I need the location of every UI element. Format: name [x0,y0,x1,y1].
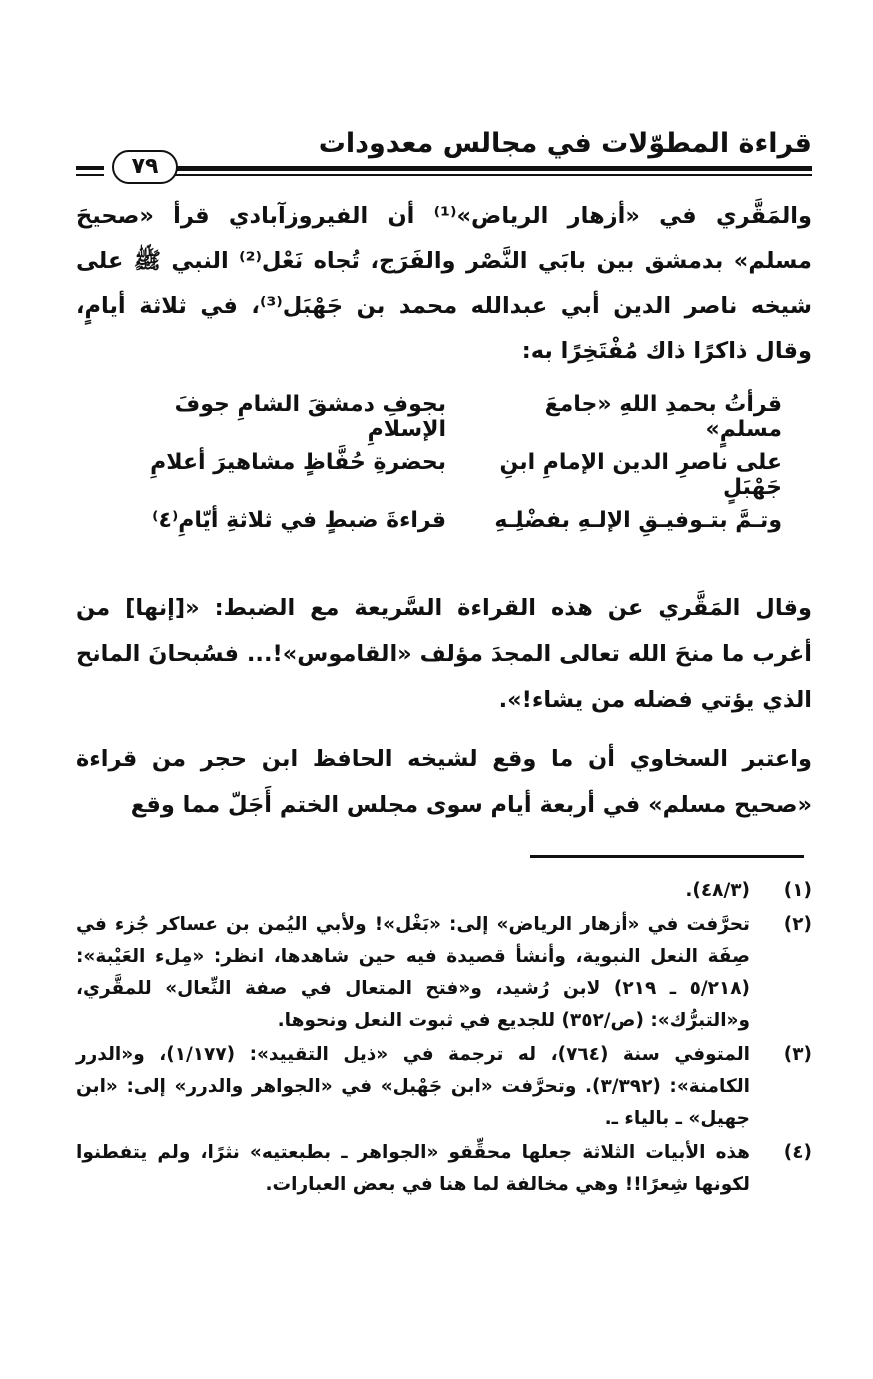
footnote-text: المتوفي سنة (٧٦٤)، له ترجمة في «ذيل التقييد»: (١/١٧٧)، و«الدرر الكامنة»: (٣/٣٩٢). وتحرَّفت «ابن جَهْبل» في «الجواهر والدرر» إلى: «ابن جهيل» ـ بالياء ـ. [76,1044,751,1129]
header-rule-thick [172,166,812,171]
footnote-number: (١) [783,880,812,901]
hemistich: قراءةَ ضبطٍ في ثلاثةِ أيّامِ⁽٤⁾ [152,508,446,533]
hemistich: بجوفِ دمشقَ الشامِ جوفَ الإسلامِ [174,392,446,442]
footnote-number: (٤) [783,1142,812,1163]
footnote [76,1039,812,1135]
footnote [76,875,812,907]
footnote [76,1137,812,1201]
footnotes [76,875,812,1203]
hemistich: بحضرةِ حُفَّاظٍ مشاهيرَ أعلامِ [150,450,446,475]
paragraph-text: واعتبر السخاوي أن ما وقع لشيخه الحافظ ابن حجر من قراءة «صحيح مسلم» في أربعة أيام سوى مجلس الختم أَجَلّ مما وقع [76,746,812,818]
footnote [76,909,812,1037]
poem-verse [76,450,812,508]
paragraph-1 [76,194,812,374]
paragraph-text: وقال المَقَّري عن هذه القراءة السَّريعة مع الضبط: «[إنها] من أغرب ما منحَ الله تعالى المجدَ مؤلف «القاموس»!... فسُبحانَ المانح الذي يؤتي فضله من يشاء!». [76,595,812,713]
footnote-text: (٤٨/٣). [685,880,750,901]
header-dash [76,174,104,176]
header-rule-thin [172,174,812,176]
header-dash [76,166,104,170]
footnote-text: تحرَّفت في «أزهار الرياض» إلى: «بَغْل»! ولأبي اليُمن بن عساكر جُزء في صِفَة النعل النبوية، وأنشأ قصيدة فيه حين شاهدها، انظر: «مِلء العَيْبة»: (٥/٢١٨ ـ ٢١٩) لابن رُشيد، و«فتح المتعال في صفة النِّعال» للمقَّري، و«التبرُّك»: (ص/٣٥٢) للجديع في ثبوت النعل ونحوها. [76,914,750,1031]
paragraph-3 [76,736,812,828]
hemistich: على ناصرِ الدين الإمامِ ابنِ جَهْبَلٍ [499,450,782,500]
footnote-number: (٣) [783,1044,812,1065]
poem-verse [76,392,812,450]
paragraph-text: والمَقَّري في «أزهار الرياض»⁽¹⁾ أن الفيروزآبادي قرأ «صحيحَ مسلم» بدمشق بين بابَي النَّصْر والفَرَج، تُجاه نَعْل⁽²⁾ النبي ﷺ على شيخه ناصر الدين أبي عبدالله محمد بن جَهْبَل⁽³⁾، في ثلاثة أيامٍ، وقال ذاكرًا ذاك مُفْتَخِرًا به: [76,203,812,364]
poem [76,392,812,566]
footnote-separator [530,855,804,858]
hemistich: وتـمَّ بتـوفيـقِ الإلـهِ بفضْلِـهِ [494,508,782,533]
page-number: ٧٩ [112,150,178,184]
poem-verse [76,508,812,566]
hemistich: قرأتُ بحمدِ اللهِ «جامعَ مسلمٍ» [544,392,782,442]
page-header [76,128,812,184]
paragraph-2 [76,585,812,723]
running-title: قراءة المطوّلات في مجالس معدودات [318,128,812,159]
footnote-number: (٢) [783,914,812,935]
footnote-text: هذه الأبيات الثلاثة جعلها محقِّقو «الجواهر ـ بطبعتيه» نثرًا، ولم يتفطنوا لكونها شِعرًا!! وهي مخالفة لما هنا في بعض العبارات. [76,1142,750,1195]
